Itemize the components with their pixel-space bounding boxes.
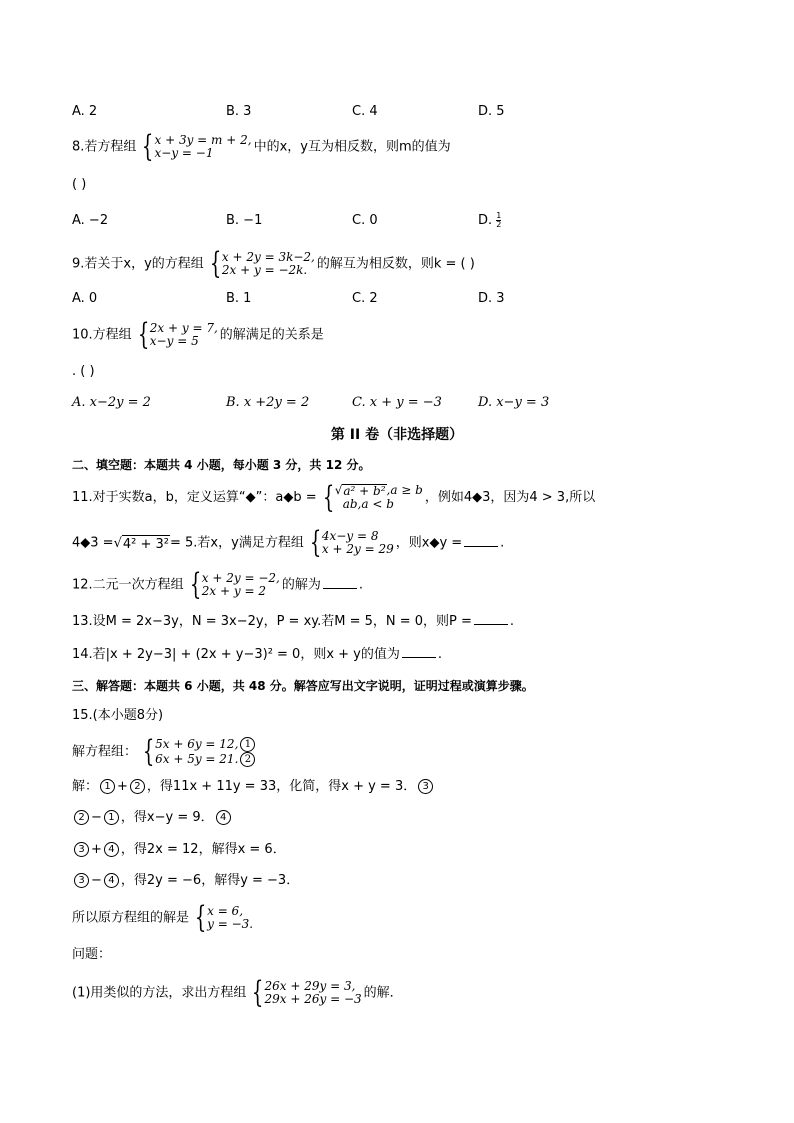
sub1-suffix: 的解． xyxy=(363,985,403,1001)
question-8 xyxy=(72,129,451,164)
q15-eq1-row xyxy=(155,737,257,752)
circled-4: 4 xyxy=(216,810,231,825)
case-2: ab,a < b xyxy=(342,497,394,511)
question-10 xyxy=(72,317,324,352)
option-b: B. 1 xyxy=(226,291,252,306)
circled-2: 2 xyxy=(240,752,255,767)
question-12 xyxy=(72,567,363,602)
case-1: √ a² + b² ,a ≥ b xyxy=(334,483,423,498)
option-d-label: D. xyxy=(478,213,493,228)
sqrt-expression: √ 4² + 3² xyxy=(113,535,169,552)
q10-paren: . ( ) xyxy=(72,364,95,379)
equation-system: { x + 3y = m + 2, x−y = −1 xyxy=(142,129,252,164)
section-header-solve: 三、解答题：本题共 6 小题，共 48 分。解答应写出文字说明，证明过程或演算步骤。 xyxy=(72,679,534,693)
q8-eq1: x + 3y = m + 2, xyxy=(154,133,252,147)
equation-system: { 2x + y = 7, x−y = 5 xyxy=(137,317,218,352)
equation-system: { 26x + 29y = 3, 29x + 26y = −3 xyxy=(252,975,362,1010)
option-c: C. 4 xyxy=(352,104,378,119)
equation-system: { x + 2y = −2, 2x + y = 2 xyxy=(189,567,280,602)
q15-eq2-row xyxy=(155,752,257,767)
equation-system: { x + 2y = 3k−2, 2x + y = −2k. xyxy=(209,246,315,281)
answer-blank[interactable] xyxy=(323,576,357,589)
q12-eq2: 2x + y = 2 xyxy=(201,584,266,598)
equation-system: { 5x + 6y = 12, 1 6x + 5y = 21. 2 xyxy=(139,737,257,767)
case-1-condition: ,a ≥ b xyxy=(386,483,423,497)
q15-intro: 解方程组： xyxy=(72,744,138,760)
question-9 xyxy=(72,246,475,281)
question-11-line2 xyxy=(72,525,505,560)
option-a: A. −2 xyxy=(72,213,109,228)
q11-prefix: 11.对于实数a，b，定义运算“◆”：a◆b = xyxy=(72,490,317,505)
q14-text: 14.若|x + 2y−3| + (2x + y−3)² = 0，则x + y的值为 xyxy=(72,647,400,662)
q11-line2-mid: = 5.若x，y满足方程组 xyxy=(170,535,304,551)
circled-1: 1 xyxy=(100,779,115,794)
circled-2: 2 xyxy=(74,810,89,825)
circled-4: 4 xyxy=(104,873,119,888)
denominator: 2 xyxy=(496,220,502,229)
equation-system: { 4x−y = 8 x + 2y = 29 xyxy=(309,525,394,560)
solution-step-4 xyxy=(72,872,299,890)
step-text: ，得11x + 11y = 33，化简，得x + y = 3． xyxy=(146,779,417,794)
sub1-eq1: 26x + 29y = 3, xyxy=(264,979,356,993)
circled-3: 3 xyxy=(74,873,89,888)
operator: − xyxy=(91,873,102,888)
q9-suffix: 的解互为相反数，则k = ( ) xyxy=(316,256,475,272)
solution-result xyxy=(72,900,255,935)
operator: + xyxy=(91,842,102,857)
q11-end: . xyxy=(500,535,505,551)
result-x: x = 6, xyxy=(207,904,244,918)
answer-blank[interactable] xyxy=(464,534,498,547)
numerator: 1 xyxy=(496,211,502,220)
section-header-fill: 二、填空题：本题共 4 小题，每小题 3 分，共 12 分。 xyxy=(72,458,371,472)
q11-eq2: x + 2y = 29 xyxy=(321,542,394,556)
q10-prefix: 10.方程组 xyxy=(72,327,132,343)
option-c: C. x + y = −3 xyxy=(352,395,442,410)
question-11-line1 xyxy=(72,479,596,515)
option-c: C. 2 xyxy=(352,291,378,306)
solution-system: { x = 6, y = −3. xyxy=(194,900,254,935)
q9-prefix: 9.若关于x，y的方程组 xyxy=(72,256,204,272)
q12-prefix: 12.二元一次方程组 xyxy=(72,577,184,593)
q12-eq1: x + 2y = −2, xyxy=(201,571,280,585)
q9-eq1: x + 2y = 3k−2, xyxy=(221,250,315,264)
q10-eq2: x−y = 5 xyxy=(149,334,199,348)
q15-eq2: 6x + 5y = 21. xyxy=(155,752,239,766)
q15-system-line xyxy=(72,734,259,769)
option-a: A. x−2y = 2 xyxy=(72,395,151,410)
solution-step-1 xyxy=(72,778,435,796)
solution-step-2 xyxy=(72,809,233,827)
q8-paren: ( ) xyxy=(72,177,87,192)
q13-end: . xyxy=(509,614,515,629)
q15-eq1: 5x + 6y = 12, xyxy=(155,737,239,751)
circled-1: 1 xyxy=(104,810,119,825)
answer-blank[interactable] xyxy=(402,645,436,658)
option-d xyxy=(478,212,501,230)
option-b: B. x +2y = 2 xyxy=(226,395,310,410)
question-14 xyxy=(72,645,442,664)
sub1-prefix: (1)用类似的方法，求出方程组 xyxy=(72,985,247,1001)
circled-1: 1 xyxy=(240,737,255,752)
q8-suffix: 中的x，y互为相反数，则m的值为 xyxy=(253,139,451,155)
q11-line2-prefix: 4◆3 = xyxy=(72,535,114,551)
q15-title: 15.(本小题8分) xyxy=(72,708,164,723)
option-c: C. 0 xyxy=(352,213,378,228)
q11-suffix: ，例如4◆3，因为4 > 3,所以 xyxy=(424,490,596,505)
q10-suffix: 的解满足的关系是 xyxy=(219,327,324,343)
operator: + xyxy=(117,779,128,794)
step-text: ，得2y = −6，解得y = −3． xyxy=(120,873,300,888)
option-d: D. 5 xyxy=(478,104,505,119)
question-13 xyxy=(72,612,514,631)
q12-end: . xyxy=(358,577,363,593)
part-title: 第 II 卷（非选择题） xyxy=(330,427,464,443)
sub-question-1 xyxy=(72,975,403,1010)
result-prefix: 所以原方程组的解是 xyxy=(72,910,190,926)
q13-text: 13.设M = 2x−3y，N = 3x−2y，P = xy.若M = 5，N = 0，则P = xyxy=(72,614,472,629)
q9-eq2: 2x + y = −2k. xyxy=(221,263,308,277)
fraction xyxy=(496,212,501,229)
question-label: 问题： xyxy=(72,947,112,962)
circled-2: 2 xyxy=(130,779,145,794)
circled-3: 3 xyxy=(418,779,433,794)
solution-step-3 xyxy=(72,841,286,859)
option-a: A. 2 xyxy=(72,104,98,119)
q11-line2-suffix: ，则x◆y = xyxy=(395,535,463,551)
q10-eq1: 2x + y = 7, xyxy=(149,321,218,335)
piecewise-definition: { √ a² + b² ,a ≥ b ab,a < b xyxy=(322,479,423,515)
q8-eq2: x−y = −1 xyxy=(154,146,214,160)
q11-eq1: 4x−y = 8 xyxy=(321,529,379,543)
step-text: ，得2x = 12，解得x = 6． xyxy=(120,842,286,857)
radicand: 4² + 3² xyxy=(122,536,169,552)
option-d: D. x−y = 3 xyxy=(478,395,550,410)
option-b: B. −1 xyxy=(226,213,263,228)
q12-suffix: 的解为 xyxy=(281,577,321,593)
q14-end: . xyxy=(437,647,443,662)
step-label: 解： xyxy=(72,779,99,794)
operator: − xyxy=(91,810,102,825)
circled-4: 4 xyxy=(104,842,119,857)
q8-prefix: 8.若方程组 xyxy=(72,139,137,155)
answer-blank[interactable] xyxy=(474,612,508,625)
sub1-eq2: 29x + 26y = −3 xyxy=(264,992,362,1006)
option-d: D. 3 xyxy=(478,291,505,306)
radicand: a² + b² xyxy=(343,484,386,498)
circled-3: 3 xyxy=(74,842,89,857)
step-text: ，得x−y = 9． xyxy=(120,810,214,825)
result-y: y = −3. xyxy=(207,917,254,931)
option-a: A. 0 xyxy=(72,291,98,306)
option-b: B. 3 xyxy=(226,104,252,119)
